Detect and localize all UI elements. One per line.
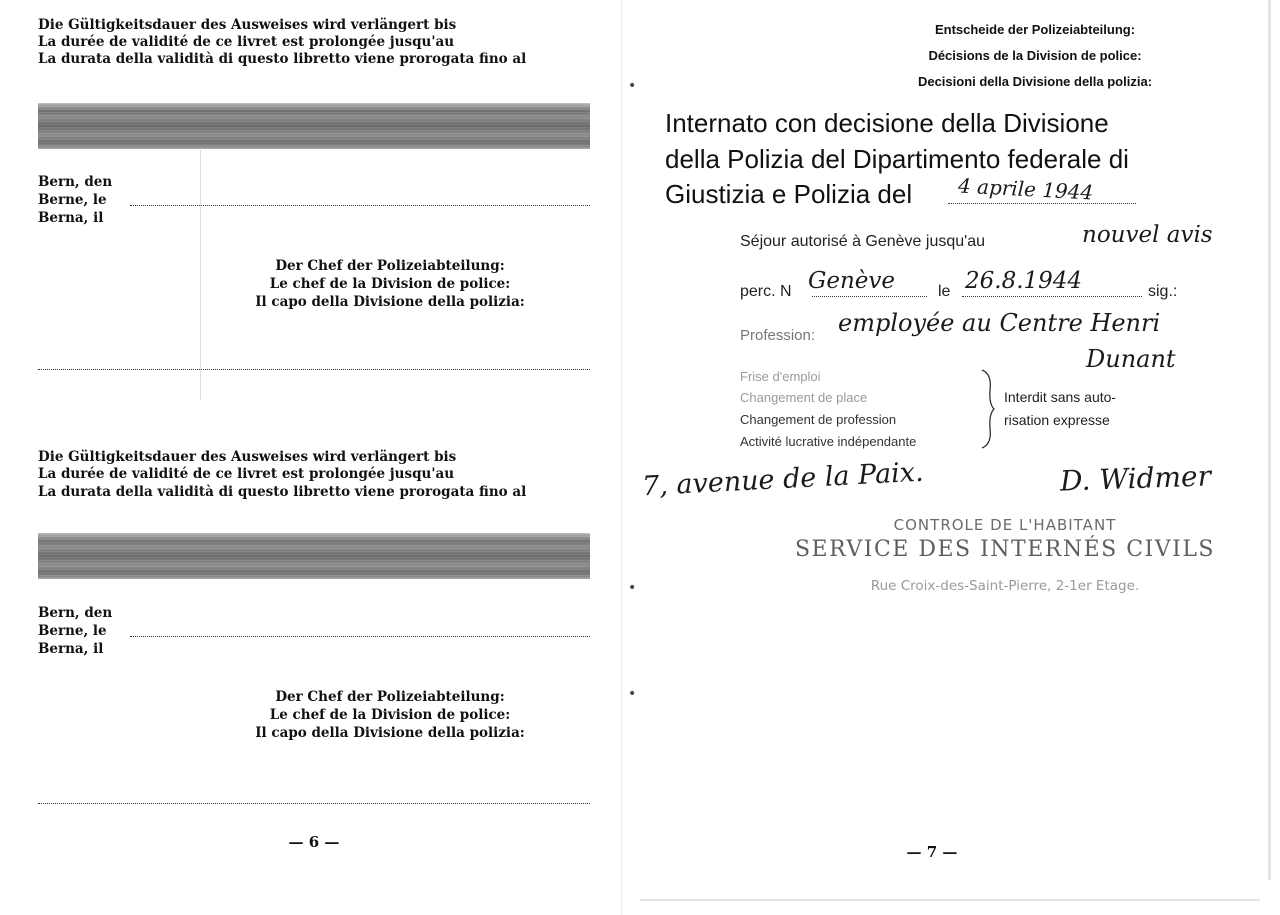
internment-date-handwritten: 4 aprile 1944 — [957, 173, 1094, 205]
place-label-it-1: Berna, il — [38, 210, 104, 226]
signature-line-1 — [38, 369, 590, 370]
chief-title-fr-2: Le chef de la Division de police: — [269, 707, 511, 723]
date-line-1 — [130, 205, 590, 206]
place-label-de-2: Bern, den — [38, 605, 113, 621]
le-line — [962, 296, 1142, 297]
per-label: perc. N — [740, 283, 792, 300]
signature-line-2 — [38, 803, 590, 804]
left-page — [0, 0, 620, 915]
place-label-de-1: Bern, den — [38, 174, 113, 190]
validity-date-field-2 — [38, 533, 590, 579]
restriction-note-line-1: Interdit sans auto- — [1004, 389, 1117, 405]
decisions-heading-fr: Décisions de la Division de police: — [928, 48, 1142, 63]
binding-hole: • — [628, 580, 637, 596]
decisions-heading-de: Entscheide der Polizeiabteilung: — [934, 22, 1136, 37]
stamp-line-2: SERVICE DES INTERNÉS CIVILS — [794, 537, 1216, 562]
page-edge — [1268, 0, 1271, 880]
per-line — [812, 296, 927, 297]
restriction-item: Activité lucrative indépendante — [740, 434, 917, 449]
profession-value-handwritten-line-1: employée au Centre Henri — [838, 309, 1161, 337]
stamp-line-1: CONTROLE DE L'HABITANT — [893, 516, 1117, 534]
page-edge — [640, 899, 1260, 901]
right-page — [620, 0, 1280, 915]
chief-title-it-2: Il capo della Divisione della polizia: — [255, 725, 525, 741]
page-number-right: — 7 — — [906, 843, 958, 861]
per-value-handwritten: Genève — [808, 268, 896, 294]
binding-hole: • — [628, 686, 637, 702]
validity-text-de-1: Die Gültigkeitsdauer des Ausweises wird verlängert bis — [38, 17, 457, 33]
page-number-left: — 6 — — [288, 833, 340, 851]
chief-title-de-2: Der Chef der Polizeiabteilung: — [275, 689, 505, 705]
stay-value-handwritten: nouvel avis — [1082, 222, 1213, 248]
restriction-item: Frise d'emploi — [740, 369, 821, 384]
stamp-line-3: Rue Croix-des-Saint-Pierre, 2-1er Etage. — [870, 578, 1140, 594]
internment-text-line-3: Giustizia e Polizia del — [665, 179, 913, 209]
internment-date-line — [948, 203, 1136, 204]
fold-line — [200, 150, 201, 400]
internment-text-line-2: della Polizia del Dipartimento federale di — [665, 144, 1129, 174]
restriction-item: Changement de profession — [740, 412, 897, 427]
chief-title-de-1: Der Chef der Polizeiabteilung: — [275, 258, 505, 274]
profession-label: Profession: — [740, 327, 816, 344]
restriction-item: Changement de place — [740, 390, 868, 405]
restriction-note-line-2: risation expresse — [1004, 412, 1110, 428]
validity-text-fr-2: La durée de validité de ce livret est prolongée jusqu'au — [38, 466, 455, 482]
place-label-it-2: Berna, il — [38, 641, 104, 657]
chief-title-it-1: Il capo della Divisione della polizia: — [255, 294, 525, 310]
stay-label: Séjour autorisé à Genève jusqu'au — [740, 233, 985, 250]
date-line-2 — [130, 636, 590, 637]
validity-date-field-1 — [38, 103, 590, 149]
place-label-fr-2: Berne, le — [38, 623, 107, 639]
binding-hole: • — [628, 78, 637, 94]
validity-text-it-1: La durata della validità di questo libretto viene prorogata fino al — [38, 51, 527, 67]
chief-title-fr-1: Le chef de la Division de police: — [269, 276, 511, 292]
sig-label: sig.: — [1148, 283, 1178, 300]
decisions-heading-it: Decisioni della Divisione della polizia: — [917, 74, 1153, 89]
signature-handwritten: D. Widmer — [1059, 459, 1212, 498]
le-value-handwritten: 26.8.1944 — [965, 268, 1083, 294]
validity-text-fr-1: La durée de validité de ce livret est prolongée jusqu'au — [38, 34, 455, 50]
le-label: le — [938, 283, 951, 300]
profession-value-handwritten-line-2: Dunant — [1086, 345, 1176, 373]
place-label-fr-1: Berne, le — [38, 192, 107, 208]
validity-text-de-2: Die Gültigkeitsdauer des Ausweises wird verlängert bis — [38, 449, 457, 465]
internment-text-line-1: Internato con decisione della Divisione — [665, 108, 1109, 138]
validity-text-it-2: La durata della validità di questo libretto viene prorogata fino al — [38, 484, 527, 500]
address-handwritten: 7, avenue de la Paix. — [641, 456, 925, 503]
restriction-brace — [978, 368, 998, 450]
